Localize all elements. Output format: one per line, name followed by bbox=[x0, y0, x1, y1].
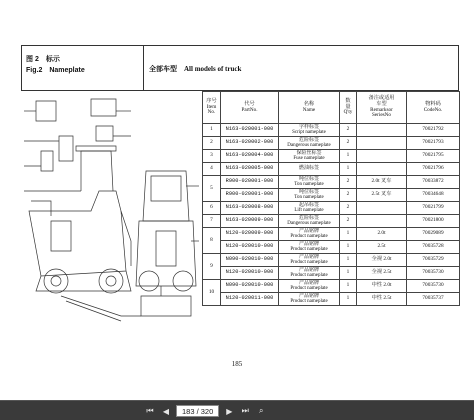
cell-part-no: R900-020001-000 bbox=[221, 189, 279, 202]
table-row bbox=[203, 293, 460, 306]
cell-name-en: Product nameplate bbox=[290, 299, 328, 304]
first-page-icon[interactable]: ⏮ bbox=[146, 406, 154, 415]
cell-qty: 1 bbox=[340, 267, 357, 280]
cell-remarks bbox=[357, 202, 407, 215]
page-indicator: 183 / 320 bbox=[182, 406, 214, 416]
cell-name-en: Dangerous nameplate bbox=[287, 221, 331, 226]
next-page-icon[interactable]: ▶ bbox=[226, 406, 233, 416]
cell-item-no: 9 bbox=[203, 254, 221, 280]
cell-part-no: N120-020010-000 bbox=[221, 241, 279, 254]
col-header-qty: 数 量 Q'ty bbox=[340, 92, 357, 124]
col-header-code-no: 物料码 CodeNo. bbox=[407, 92, 460, 124]
cell-item-no: 8 bbox=[203, 228, 221, 254]
cell-qty: 1 bbox=[340, 150, 357, 163]
cell-item-no: 7 bbox=[203, 215, 221, 228]
cell-part-no: N163-020009-000 bbox=[221, 215, 279, 228]
cell-part-no: N163-020001-000 bbox=[221, 124, 279, 137]
cell-name-en: Product nameplate bbox=[290, 260, 328, 265]
cell-name bbox=[279, 163, 340, 176]
cell-name-cn: 危险标签 bbox=[298, 215, 319, 221]
figure-header bbox=[21, 45, 459, 91]
cell-name-en: Script nameplate bbox=[292, 130, 326, 135]
cell-code-no: 70029089 bbox=[407, 228, 460, 241]
cell-qty: 2 bbox=[340, 189, 357, 202]
cell-part-no: N163-020008-000 bbox=[221, 202, 279, 215]
cell-name-cn: 产品铭牌 bbox=[298, 293, 319, 299]
col-header-item-no: 序号 Item No. bbox=[203, 92, 221, 124]
model-label bbox=[149, 64, 241, 74]
page-navigation bbox=[144, 404, 267, 418]
cell-code-no: 70034648 bbox=[407, 189, 460, 202]
cell-qty: 2 bbox=[340, 124, 357, 137]
cell-name-cn: 吨位标签 bbox=[298, 176, 319, 182]
table-row bbox=[203, 280, 460, 293]
cell-code-no: 70021799 bbox=[407, 202, 460, 215]
cell-name bbox=[279, 189, 340, 202]
cell-name-cn: 吨位标签 bbox=[298, 189, 319, 195]
cell-remarks: 2.0t bbox=[357, 228, 407, 241]
figure-title-en: Fig.2 Nameplate bbox=[26, 67, 85, 74]
forklift-nameplate-drawing bbox=[21, 91, 202, 326]
cell-item-no: 1 bbox=[203, 124, 221, 137]
cell-name bbox=[279, 202, 340, 215]
cell-remarks bbox=[357, 215, 407, 228]
page-indicator-field[interactable] bbox=[176, 405, 219, 417]
model-label-en: All models of truck bbox=[184, 65, 242, 73]
cell-part-no: N163-020005-000 bbox=[221, 163, 279, 176]
cell-part-no: N090-020010-000 bbox=[221, 280, 279, 293]
cell-qty: 2 bbox=[340, 202, 357, 215]
cell-name bbox=[279, 150, 340, 163]
col-header-name: 名称 Name bbox=[279, 92, 340, 124]
cell-code-no: 70035730 bbox=[407, 267, 460, 280]
cell-name-en: Product nameplate bbox=[290, 234, 328, 239]
viewer-toolbar bbox=[0, 400, 474, 420]
cell-code-no: 70035729 bbox=[407, 254, 460, 267]
cell-qty: 1 bbox=[340, 293, 357, 306]
table-row bbox=[203, 150, 460, 163]
cell-name bbox=[279, 241, 340, 254]
cell-remarks: 中性 2.0t bbox=[357, 280, 407, 293]
cell-item-no: 10 bbox=[203, 280, 221, 306]
cell-qty: 1 bbox=[340, 228, 357, 241]
cell-item-no: 5 bbox=[203, 176, 221, 202]
cell-code-no: 70021795 bbox=[407, 150, 460, 163]
table-row bbox=[203, 254, 460, 267]
cell-qty: 1 bbox=[340, 241, 357, 254]
table-row bbox=[203, 163, 460, 176]
cell-name bbox=[279, 124, 340, 137]
cell-code-no: 70035730 bbox=[407, 280, 460, 293]
cell-name-cn: 产品铭牌 bbox=[298, 280, 319, 286]
cell-name-cn: 危险标签 bbox=[298, 137, 319, 143]
cell-code-no: 70021793 bbox=[407, 137, 460, 150]
cell-name bbox=[279, 267, 340, 280]
table-row bbox=[203, 124, 460, 137]
cell-part-no: N120-020011-000 bbox=[221, 293, 279, 306]
model-label-cn: 全部车型 bbox=[149, 65, 177, 73]
cell-name-cn: 产品铭牌 bbox=[298, 254, 319, 260]
cell-remarks: 2.5t bbox=[357, 241, 407, 254]
table-row bbox=[203, 189, 460, 202]
cell-name-cn: 字样标签 bbox=[298, 124, 319, 130]
cell-code-no: 70035728 bbox=[407, 241, 460, 254]
cell-part-no: N163-020002-000 bbox=[221, 137, 279, 150]
cell-name-cn: 起吊标签 bbox=[298, 202, 319, 208]
cell-name-cn: 燃油标签 bbox=[298, 166, 319, 172]
cell-name-cn: 产品铭牌 bbox=[298, 241, 319, 247]
cell-remarks: 2.5t 叉车 bbox=[357, 189, 407, 202]
cell-remarks bbox=[357, 124, 407, 137]
figure-title-cn: 图 2 标示 bbox=[26, 56, 60, 63]
cell-name-en: Product nameplate bbox=[290, 286, 328, 291]
parts-table-body bbox=[203, 124, 460, 306]
cell-name-en: Lift nameplate bbox=[294, 208, 324, 213]
cell-item-no: 3 bbox=[203, 150, 221, 163]
cell-qty: 1 bbox=[340, 254, 357, 267]
cell-name bbox=[279, 280, 340, 293]
cell-code-no: 70021800 bbox=[407, 215, 460, 228]
cell-remarks bbox=[357, 137, 407, 150]
table-row bbox=[203, 228, 460, 241]
table-row bbox=[203, 267, 460, 280]
table-row bbox=[203, 137, 460, 150]
cell-qty: 1 bbox=[340, 163, 357, 176]
cell-remarks: 中性 2.5t bbox=[357, 293, 407, 306]
cell-remarks: 2.0t 叉车 bbox=[357, 176, 407, 189]
prev-page-icon[interactable]: ◀ bbox=[162, 406, 170, 416]
cell-name-cn: 产品铭牌 bbox=[298, 228, 319, 234]
zoom-icon[interactable]: ⌕ bbox=[259, 406, 264, 415]
col-header-part-no: 代号 PartNo. bbox=[221, 92, 279, 124]
cell-part-no: N090-020010-000 bbox=[221, 254, 279, 267]
cell-item-no: 2 bbox=[203, 137, 221, 150]
cell-code-no: 70021792 bbox=[407, 124, 460, 137]
printed-page-number: 185 bbox=[231, 360, 243, 368]
parts-table bbox=[202, 91, 460, 306]
cell-name bbox=[279, 176, 340, 189]
cell-item-no: 6 bbox=[203, 202, 221, 215]
table-header-row bbox=[203, 92, 460, 124]
cell-qty: 2 bbox=[340, 176, 357, 189]
table-row bbox=[203, 202, 460, 215]
cell-part-no: N120-020009-000 bbox=[221, 228, 279, 241]
forklift-drawing-svg bbox=[21, 91, 202, 326]
cell-remarks: 全视 2.5t bbox=[357, 267, 407, 280]
cell-qty: 2 bbox=[340, 215, 357, 228]
cell-name-cn: 产品铭牌 bbox=[298, 267, 319, 273]
cell-name-en: Fuse nameplate bbox=[293, 156, 325, 161]
table-row bbox=[203, 241, 460, 254]
cell-remarks bbox=[357, 163, 407, 176]
cell-remarks: 全视 2.0t bbox=[357, 254, 407, 267]
cell-name-en: Dangerous nameplate bbox=[287, 143, 331, 148]
cell-name-cn: 保险丝标签 bbox=[296, 150, 322, 156]
cell-code-no: 70033872 bbox=[407, 176, 460, 189]
cell-item-no: 4 bbox=[203, 163, 221, 176]
last-page-icon[interactable]: ⏭ bbox=[241, 406, 249, 415]
table-row bbox=[203, 215, 460, 228]
cell-qty: 2 bbox=[340, 137, 357, 150]
cell-name bbox=[279, 254, 340, 267]
header-divider bbox=[143, 46, 144, 90]
cell-name-en: Ton nameplate bbox=[294, 195, 324, 200]
cell-name bbox=[279, 137, 340, 150]
cell-name bbox=[279, 215, 340, 228]
cell-part-no: N120-020010-000 bbox=[221, 267, 279, 280]
cell-code-no: 70021796 bbox=[407, 163, 460, 176]
cell-qty: 1 bbox=[340, 280, 357, 293]
cell-name-en: Product nameplate bbox=[290, 273, 328, 278]
cell-name-en: Product nameplate bbox=[290, 247, 328, 252]
cell-name-en: Ton nameplate bbox=[294, 182, 324, 187]
cell-name bbox=[279, 228, 340, 241]
cell-part-no: R900-020001-000 bbox=[221, 176, 279, 189]
table-row bbox=[203, 176, 460, 189]
cell-remarks bbox=[357, 150, 407, 163]
cell-part-no: N163-020004-000 bbox=[221, 150, 279, 163]
col-header-remarks: 备注或适用 车型 Remarksor SeriesNo bbox=[357, 92, 407, 124]
cell-name bbox=[279, 293, 340, 306]
cell-code-no: 70035737 bbox=[407, 293, 460, 306]
